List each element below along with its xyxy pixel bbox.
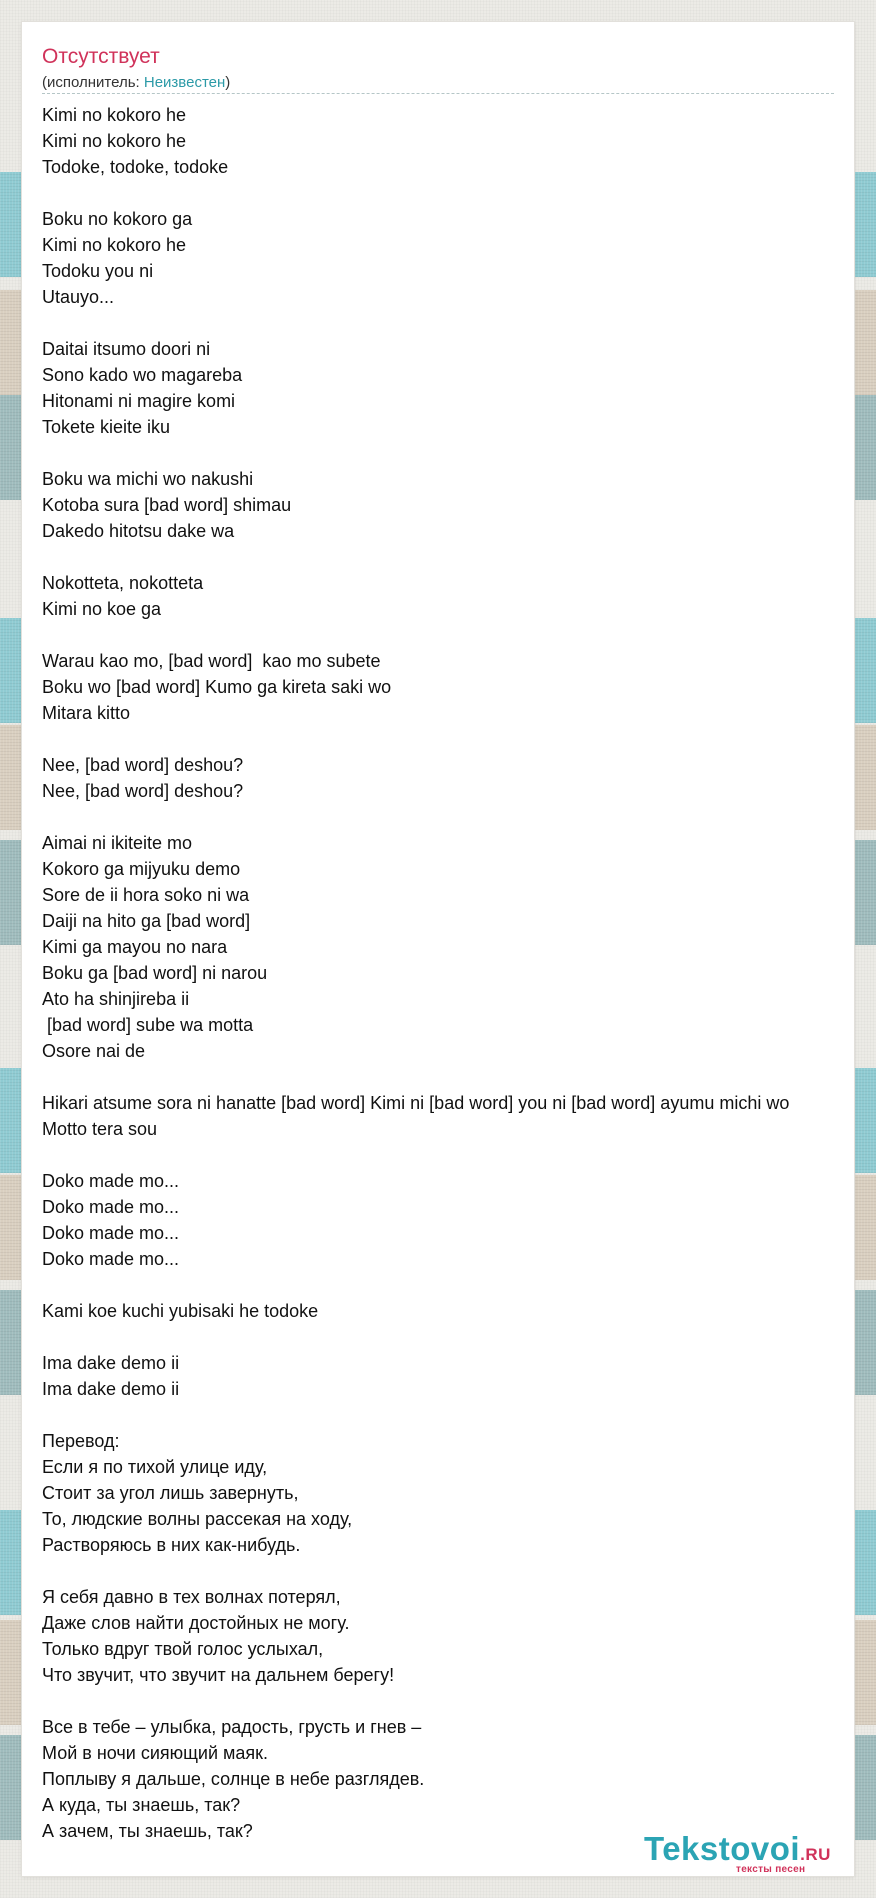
logo-tagline: тексты песен (736, 1864, 806, 1875)
artist-line (42, 74, 230, 92)
lyrics-card (22, 22, 854, 1876)
logo-tld: .RU (800, 1845, 831, 1864)
title-divider (42, 93, 834, 94)
song-title: Отсутствует (42, 45, 160, 68)
artist-prefix: (исполнитель: (42, 74, 144, 91)
lyrics-text: Kimi no kokoro he Kimi no kokoro he Todoke, todoke, todoke Boku no kokoro ga Kimi no kokoro he Todoku you ni Utauyo... Daitai itsumo doori ni Sono kado wo magareba Hitonami ni magire komi Tokete kieite iku Boku wa michi wo nakushi Kotoba sura [bad word] shimau Dakedo hitotsu dake wa Nokotteta, nokotteta Kimi no koe ga Warau kao mo, [bad word] kao mo subete Boku wo [bad word] Kumo ga kireta saki wo Mitara kitto Nee, [bad word] deshou? Nee, [bad word] deshou? Aimai ni ikiteite mo Kokoro ga mijyuku demo Sore de ii hora soko ni wa Daiji na hito ga [bad word] Kimi ga mayou no nara Boku ga [bad word] ni narou Ato ha shinjireba ii [bad word] sube wa motta Osore nai de Hikari atsume sora ni hanatte [bad word] Kimi ni [bad word] you ni [bad word] ayumu michi wo Motto tera sou Doko made mo... Doko made mo... Doko made mo... Doko made mo... Kami koe kuchi yubisaki he todoke Ima dake demo ii Ima dake demo ii Перевод: Если я по тихой улице иду, Стоит за угол лишь завернуть, То, людские волны рассекая на ходу, Растворяюсь в них как-нибудь. Я себя давно в тех волнах потерял, Даже слов найти достойных не могу. Только вдруг твой голос услыхал, Что звучит, что звучит на дальнем берегу! Все в тебе – улыбка, радость, грусть и гнев – Мой в ночи сияющий маяк. Поплыву я дальше, солнце в небе разглядев. А куда, ты знаешь, так? А зачем, ты знаешь, так? (42, 105, 790, 1841)
artist-link[interactable]: Неизвестен (143, 74, 226, 91)
artist-suffix: ) (225, 74, 231, 91)
site-logo[interactable] (644, 1830, 854, 1875)
logo-name: Tekstovoi (644, 1830, 801, 1867)
logo-wordmark (644, 1832, 854, 1865)
